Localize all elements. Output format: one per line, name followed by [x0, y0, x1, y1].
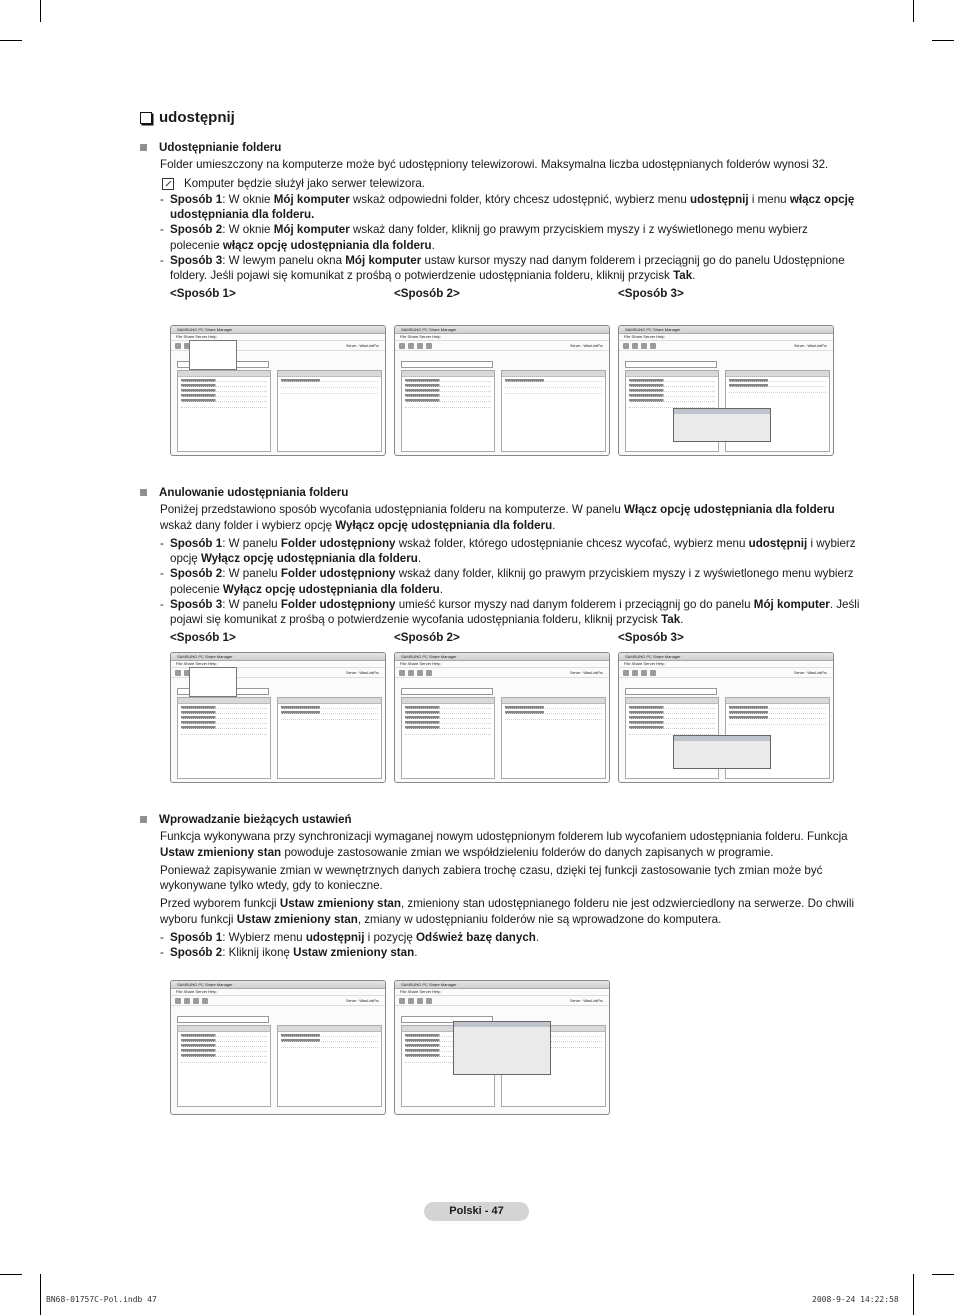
crop-mark: [0, 40, 22, 41]
paragraph: Folder umieszczony na komputerze może być udostępniony telewizorowi. Maksymalna liczba udostępnianych folderów wynosi 32.: [160, 158, 829, 172]
method-labels: <Sposób 1> <Sposób 2> <Sposób 3>: [170, 286, 684, 300]
paragraph: Przed wyborem funkcji Ustaw zmieniony stan, zmieniony stan udostępnianego folderu nie jest odzwierciedlony na serwerze. Do chwili wyboru funkcji Ustaw zmieniony stan, zmiany w udostępnianiu folderów nie są wprowadzone do komputera.: [160, 897, 855, 926]
screenshots-row-1: [170, 325, 834, 456]
screenshot: SAMSUNG PC Share Manager File Share Server Help Server : WiseLinkPro: [618, 652, 834, 783]
method-1: - Sposób 1: W panelu Folder udostępniony wskaż folder, którego udostępnianie chcesz wycofać, wybierz menu udostępnij i wybierz opcję Wyłącz opcję udostępniania dla folderu.: [160, 536, 856, 566]
method-2: - Sposób 2: Kliknij ikonę Ustaw zmieniony stan.: [160, 946, 418, 960]
screenshot: SAMSUNG PC Share Manager File Share Server Help Server : WiseLinkPro: [170, 325, 386, 456]
method-2: - Sposób 2: W oknie Mój komputer wskaż dany folder, kliknij go prawym przyciskiem myszy i z wyświetlonego menu wybierz polecenie włącz opcję udostępniania dla folderu.: [160, 223, 808, 252]
page-heading: [140, 109, 235, 126]
bullet-square-icon: [140, 816, 147, 823]
heading-text: udostępnij: [159, 109, 235, 126]
section-title: Udostępnianie folderu: [140, 140, 860, 155]
method-3: - Sposób 3: W lewym panelu okna Mój komputer ustaw kursor myszy nad danym folderem i przeciągnij go do panelu Udostępnione foldery. Jeśli pojawi się komunikat z prośbą o potwierdzenie udostępniania folderu, kliknij przycisk Tak.: [160, 254, 845, 283]
screenshot: SAMSUNG PC Share Manager File Share Server Help Server : WiseLinkPro: [170, 652, 386, 783]
paragraph: Ponieważ zapisywanie zmian w wewnętrznych danych zabiera trochę czasu, dzięki tej funkcji zastosowanie tych zmian może być wykonywane tylko wtedy, gdy to konieczne.: [160, 863, 823, 893]
crop-mark: [932, 1274, 954, 1275]
screenshot: SAMSUNG PC Share Manager File Share Server Help Server : WiseLinkPro: [394, 980, 610, 1115]
crop-mark: [913, 0, 914, 22]
method-3: - Sposób 3: W panelu Folder udostępniony umieść kursor myszy nad danym folderem i przeciągnij go do panelu Mój komputer. Jeśli pojawi się komunikat z prośbą o potwierdzenie wycofania udostępniania folderu, kliknij przycisk Tak.: [160, 598, 860, 627]
section-apply-changes: [140, 812, 860, 961]
print-slug-right: 2008-9-24 14:22:58: [812, 1295, 899, 1304]
checkbox-icon: [140, 112, 152, 124]
section-title: Anulowanie udostępniania folderu: [140, 485, 860, 500]
note: Komputer będzie służył jako serwer telewizora.: [162, 176, 860, 191]
screenshot: SAMSUNG PC Share Manager File Share Server Help Server : WiseLinkPro: [618, 325, 834, 456]
crop-mark: [40, 1274, 41, 1315]
method-labels: <Sposób 1> <Sposób 2> <Sposób 3>: [170, 630, 684, 644]
screenshots-row-2: [170, 652, 834, 783]
section-title: Wprowadzanie bieżących ustawień: [140, 812, 860, 827]
method-1: - Sposób 1: Wybierz menu udostępnij i pozycję Odśwież bazę danych.: [160, 931, 540, 945]
paragraph: Poniżej przedstawiono sposób wycofania udostępniania folderu na komputerze. W panelu Włącz opcję udostępniania dla folderu wskaż dany folder i wybierz opcję Wyłącz opcję udostępniania dla folderu.: [160, 503, 835, 532]
screenshot: SAMSUNG PC Share Manager File Share Server Help Server : WiseLinkPro: [394, 325, 610, 456]
screenshot: SAMSUNG PC Share Manager File Share Server Help Server : WiseLinkPro: [394, 652, 610, 783]
section-share-folder: [140, 140, 860, 301]
screenshot: SAMSUNG PC Share Manager File Share Server Help Server : WiseLinkPro: [170, 980, 386, 1115]
paragraph: Funkcja wykonywana przy synchronizacji wymaganej nowym udostępnionym folderem lub wycofaniem udostępniania folderu. Funkcja Ustaw zmieniony stan powoduje zastosowanie zmian we współdzieleniu folderów do danych zapisanych w programie.: [160, 830, 848, 859]
bullet-square-icon: [140, 489, 147, 496]
crop-mark: [932, 40, 954, 41]
crop-mark: [0, 1274, 22, 1275]
bullet-square-icon: [140, 144, 147, 151]
section-unshare-folder: [140, 485, 860, 645]
method-2: - Sposób 2: W panelu Folder udostępniony wskaż dany folder, kliknij go prawym przyciskiem myszy i z wyświetlonego menu wybierz polecenie Wyłącz opcję udostępniania dla folderu.: [160, 567, 854, 596]
note-icon: [162, 178, 174, 190]
crop-mark: [913, 1274, 914, 1315]
page-number: Polski - 47: [424, 1202, 529, 1221]
print-slug-left: BN68-01757C-Pol.indb 47: [46, 1295, 157, 1304]
screenshots-row-3: [170, 980, 610, 1115]
crop-mark: [40, 0, 41, 22]
method-1: - Sposób 1: W oknie Mój komputer wskaż odpowiedni folder, który chcesz udostępnić, wybierz menu udostępnij i menu włącz opcję udostępniania dla folderu.: [160, 192, 855, 222]
